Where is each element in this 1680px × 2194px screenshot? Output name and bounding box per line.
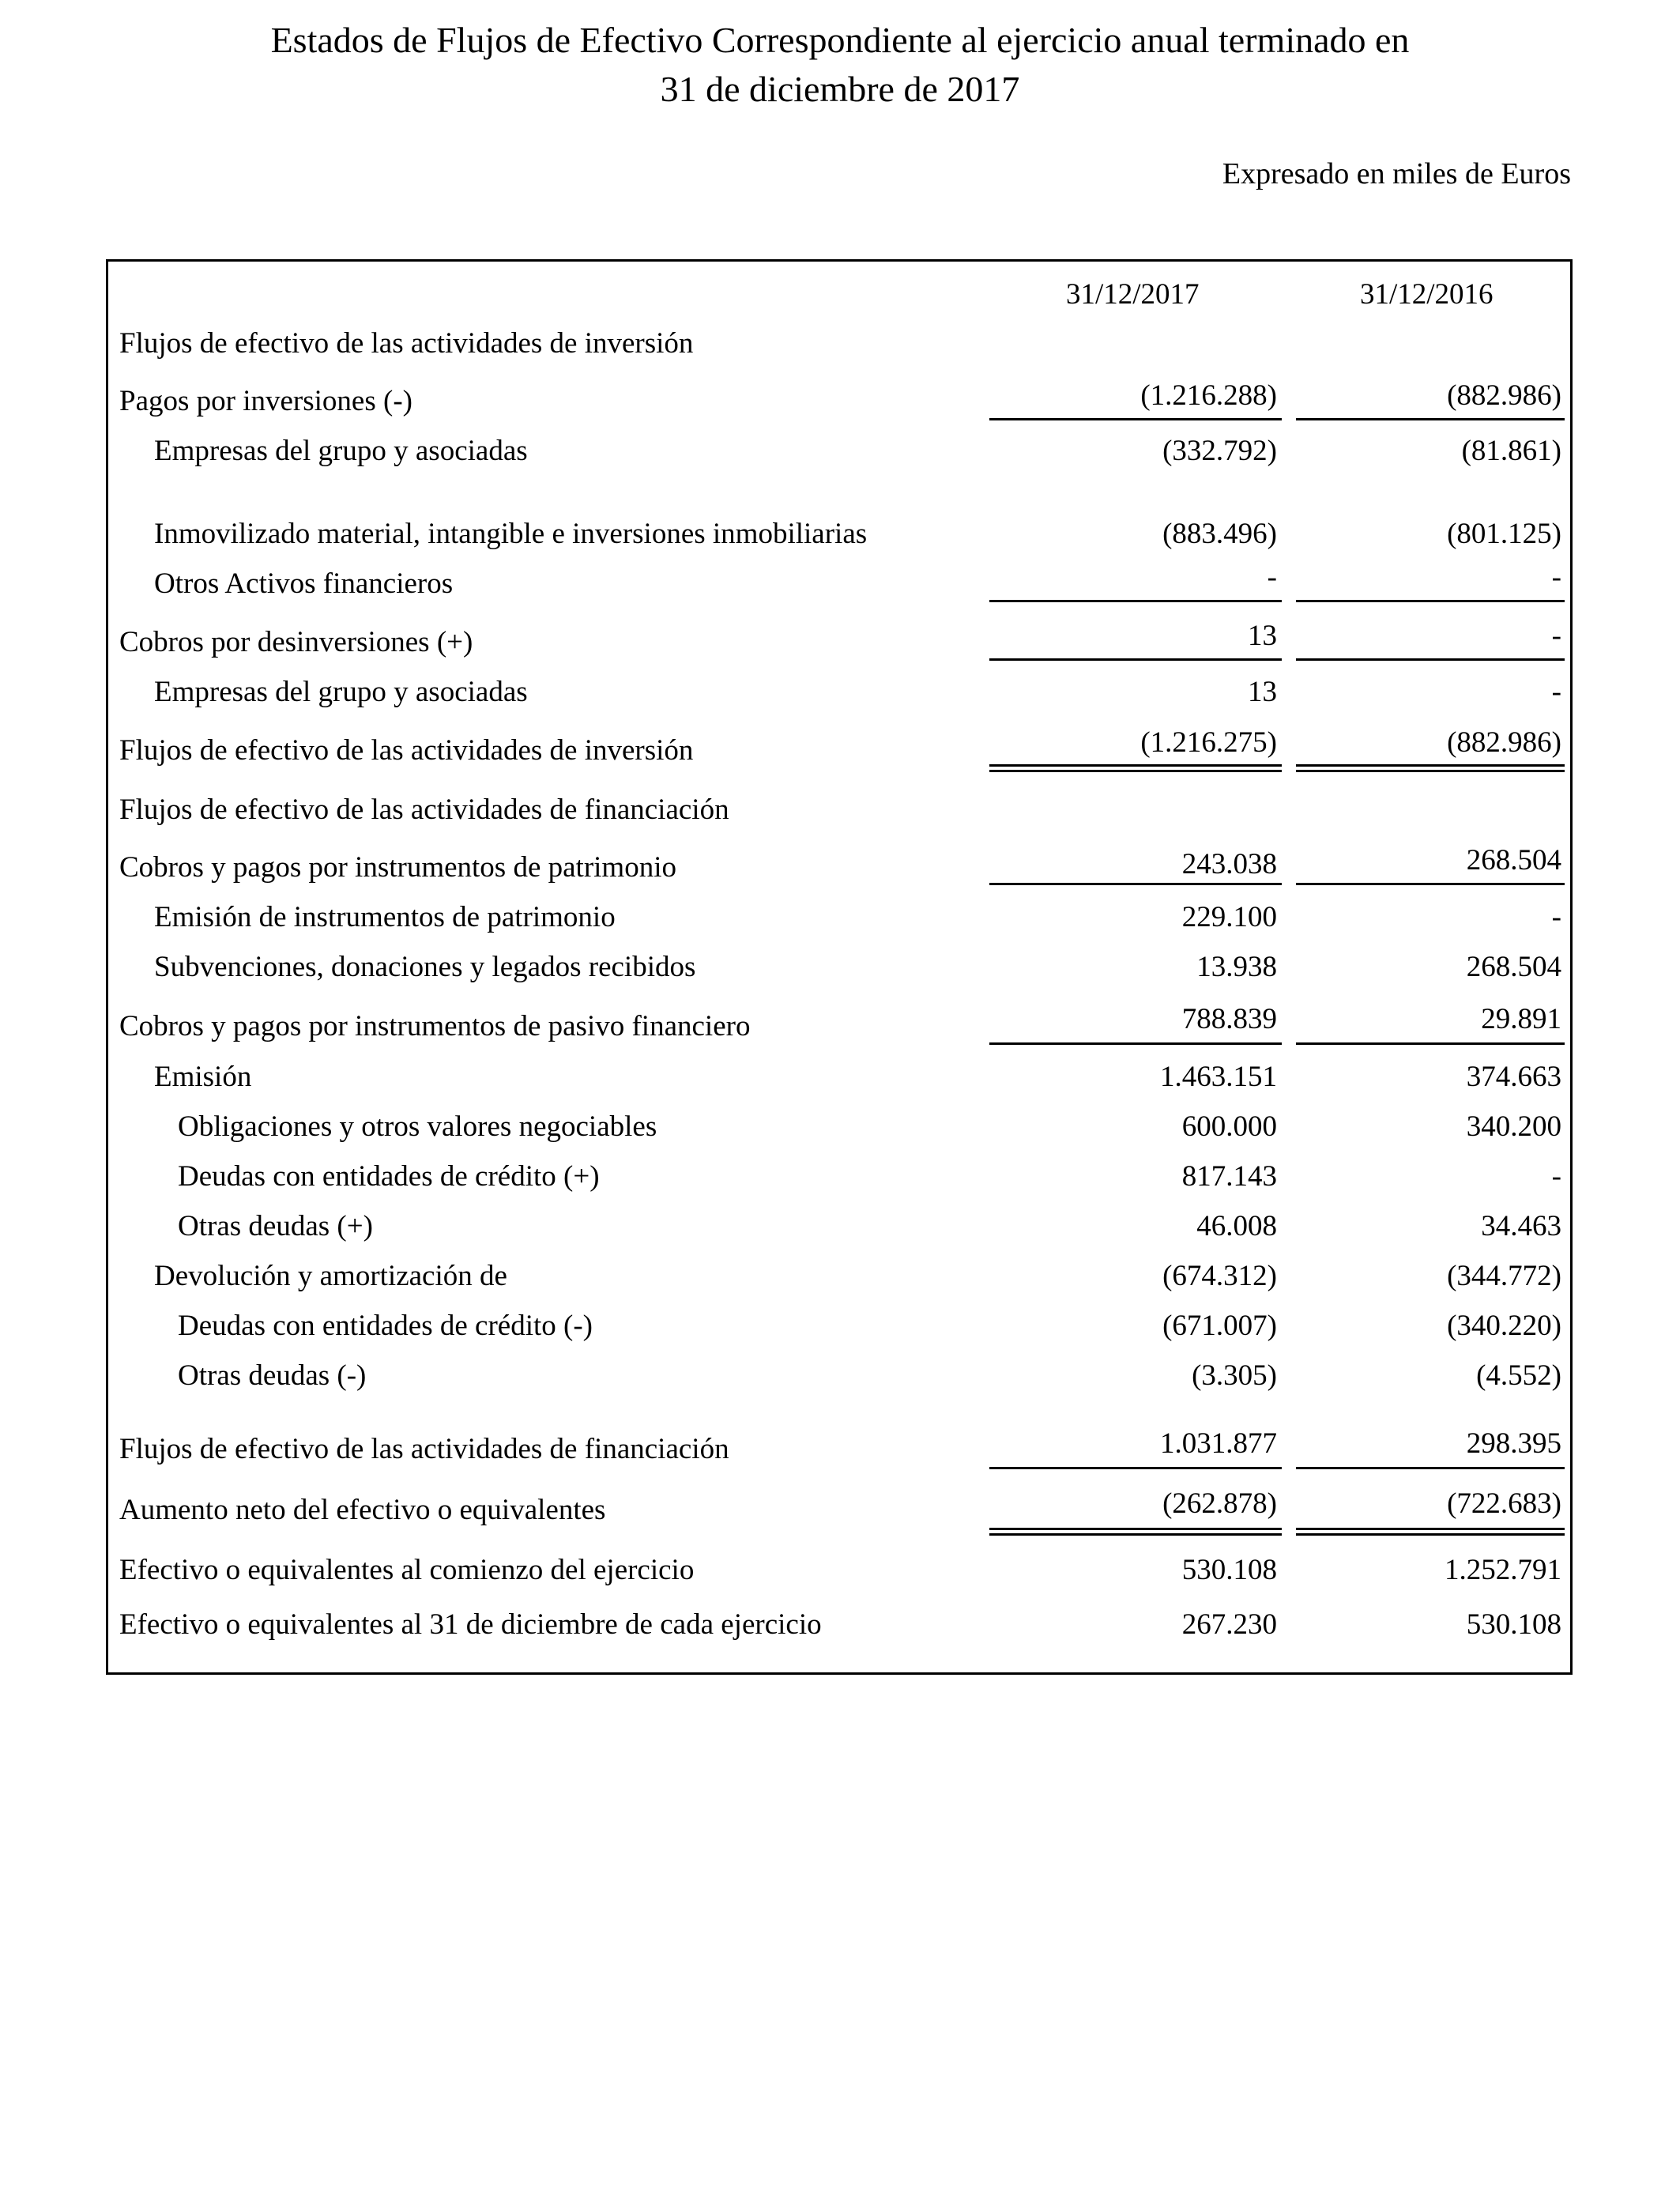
units-note: Expresado en miles de Euros [1222, 157, 1571, 190]
value-2017: (883.496) [1162, 518, 1277, 550]
value-2016: 268.504 [1466, 951, 1561, 983]
total-double-rule [1296, 764, 1565, 772]
value-2017: 13 [1248, 676, 1277, 708]
value-2016: - [1551, 561, 1561, 594]
subtotal-rule [1296, 600, 1565, 602]
page-title-line-1: Estados de Flujos de Efectivo Correspondiente al ejercicio anual terminado en [270, 20, 1410, 60]
total-double-rule [989, 764, 1282, 772]
subtotal-rule [989, 1042, 1282, 1045]
value-2016: - [1551, 676, 1561, 708]
row-label: Emisión de instrumentos de patrimonio [154, 901, 616, 933]
value-2016: (344.772) [1447, 1260, 1561, 1292]
value-2016: - [1551, 620, 1561, 652]
value-2016: 530.108 [1466, 1608, 1561, 1641]
value-2016: (882.986) [1447, 379, 1561, 412]
row-label: Flujos de efectivo de las actividades de inversión [119, 327, 694, 360]
value-2016: (882.986) [1447, 726, 1561, 759]
value-2017: (332.792) [1162, 435, 1277, 467]
row-label: Otras deudas (-) [178, 1359, 367, 1392]
subtotal-rule [989, 418, 1282, 420]
value-2017: 1.031.877 [1160, 1427, 1277, 1460]
value-2016: (81.861) [1461, 435, 1561, 467]
row-label: Obligaciones y otros valores negociables [178, 1110, 657, 1143]
value-2017: 530.108 [1181, 1554, 1277, 1586]
value-2016: 1.252.791 [1445, 1554, 1561, 1586]
total-double-rule [989, 1528, 1282, 1536]
value-2017: 13.938 [1196, 951, 1277, 983]
row-label: Aumento neto del efectivo o equivalentes [119, 1494, 606, 1526]
row-label: Deudas con entidades de crédito (+) [178, 1160, 600, 1193]
row-label: Subvenciones, donaciones y legados recibidos [154, 951, 696, 983]
value-2017: 817.143 [1181, 1160, 1277, 1193]
value-2017: 267.230 [1181, 1608, 1277, 1641]
row-label: Empresas del grupo y asociadas [154, 435, 528, 467]
subtotal-rule [989, 883, 1282, 885]
row-label: Flujos de efectivo de las actividades de financiación [119, 794, 729, 826]
row-label: Flujos de efectivo de las actividades de inversión [119, 734, 694, 767]
row-label: Cobros por desinversiones (+) [119, 626, 473, 658]
value-2016: 34.463 [1481, 1210, 1561, 1242]
total-double-rule [1296, 1528, 1565, 1536]
value-2017: (3.305) [1192, 1359, 1277, 1392]
row-label: Devolución y amortización de [154, 1260, 507, 1292]
row-label: Emisión [154, 1061, 252, 1093]
value-2016: 374.663 [1466, 1061, 1561, 1093]
subtotal-rule [989, 658, 1282, 661]
value-2017: 229.100 [1181, 901, 1277, 933]
value-2017: (262.878) [1162, 1487, 1277, 1520]
row-label: Otros Activos financieros [154, 567, 454, 600]
page-title [0, 16, 1680, 114]
value-2017: 788.839 [1181, 1003, 1277, 1035]
row-label: Cobros y pagos por instrumentos de patrimonio [119, 851, 676, 884]
subtotal-rule [1296, 1042, 1565, 1045]
row-label: Flujos de efectivo de las actividades de financiación [119, 1433, 729, 1465]
value-2016: (801.125) [1447, 518, 1561, 550]
subtotal-rule [1296, 418, 1565, 420]
cash-flow-statement-table [106, 259, 1573, 1675]
row-label: Cobros y pagos por instrumentos de pasivo financiero [119, 1010, 751, 1042]
value-2016: 268.504 [1466, 844, 1561, 876]
row-label: Empresas del grupo y asociadas [154, 676, 528, 708]
row-label: Otras deudas (+) [178, 1210, 373, 1242]
value-2017: 46.008 [1196, 1210, 1277, 1242]
row-label: Pagos por inversiones (-) [119, 385, 412, 417]
value-2017: - [1267, 561, 1277, 594]
value-2016: - [1551, 1160, 1561, 1193]
column-header-2016: 31/12/2016 [1360, 278, 1494, 311]
value-2016: (340.220) [1447, 1310, 1561, 1342]
row-label: Inmovilizado material, intangible e inversiones inmobiliarias [154, 518, 868, 550]
value-2016: (722.683) [1447, 1487, 1561, 1520]
page-title-line-2: 31 de diciembre de 2017 [660, 69, 1020, 109]
value-2017: 243.038 [1181, 848, 1277, 880]
subtotal-rule [989, 1467, 1282, 1469]
value-2016: (4.552) [1476, 1359, 1561, 1392]
row-label: Deudas con entidades de crédito (-) [178, 1310, 593, 1342]
column-header-2017: 31/12/2017 [1066, 278, 1200, 311]
value-2017: (671.007) [1162, 1310, 1277, 1342]
subtotal-rule [1296, 1467, 1565, 1469]
value-2016: 298.395 [1466, 1427, 1561, 1460]
subtotal-rule [989, 600, 1282, 602]
value-2017: 1.463.151 [1160, 1061, 1277, 1093]
row-label: Efectivo o equivalentes al 31 de diciembre de cada ejercicio [119, 1608, 822, 1641]
value-2016: 340.200 [1466, 1110, 1561, 1143]
value-2017: 13 [1248, 620, 1277, 652]
subtotal-rule [1296, 883, 1565, 885]
value-2017: (1.216.275) [1140, 726, 1277, 759]
value-2017: (1.216.288) [1140, 379, 1277, 412]
subtotal-rule [1296, 658, 1565, 661]
value-2017: 600.000 [1181, 1110, 1277, 1143]
value-2016: 29.891 [1481, 1003, 1561, 1035]
value-2016: - [1551, 901, 1561, 933]
value-2017: (674.312) [1162, 1260, 1277, 1292]
row-label: Efectivo o equivalentes al comienzo del ejercicio [119, 1554, 695, 1586]
